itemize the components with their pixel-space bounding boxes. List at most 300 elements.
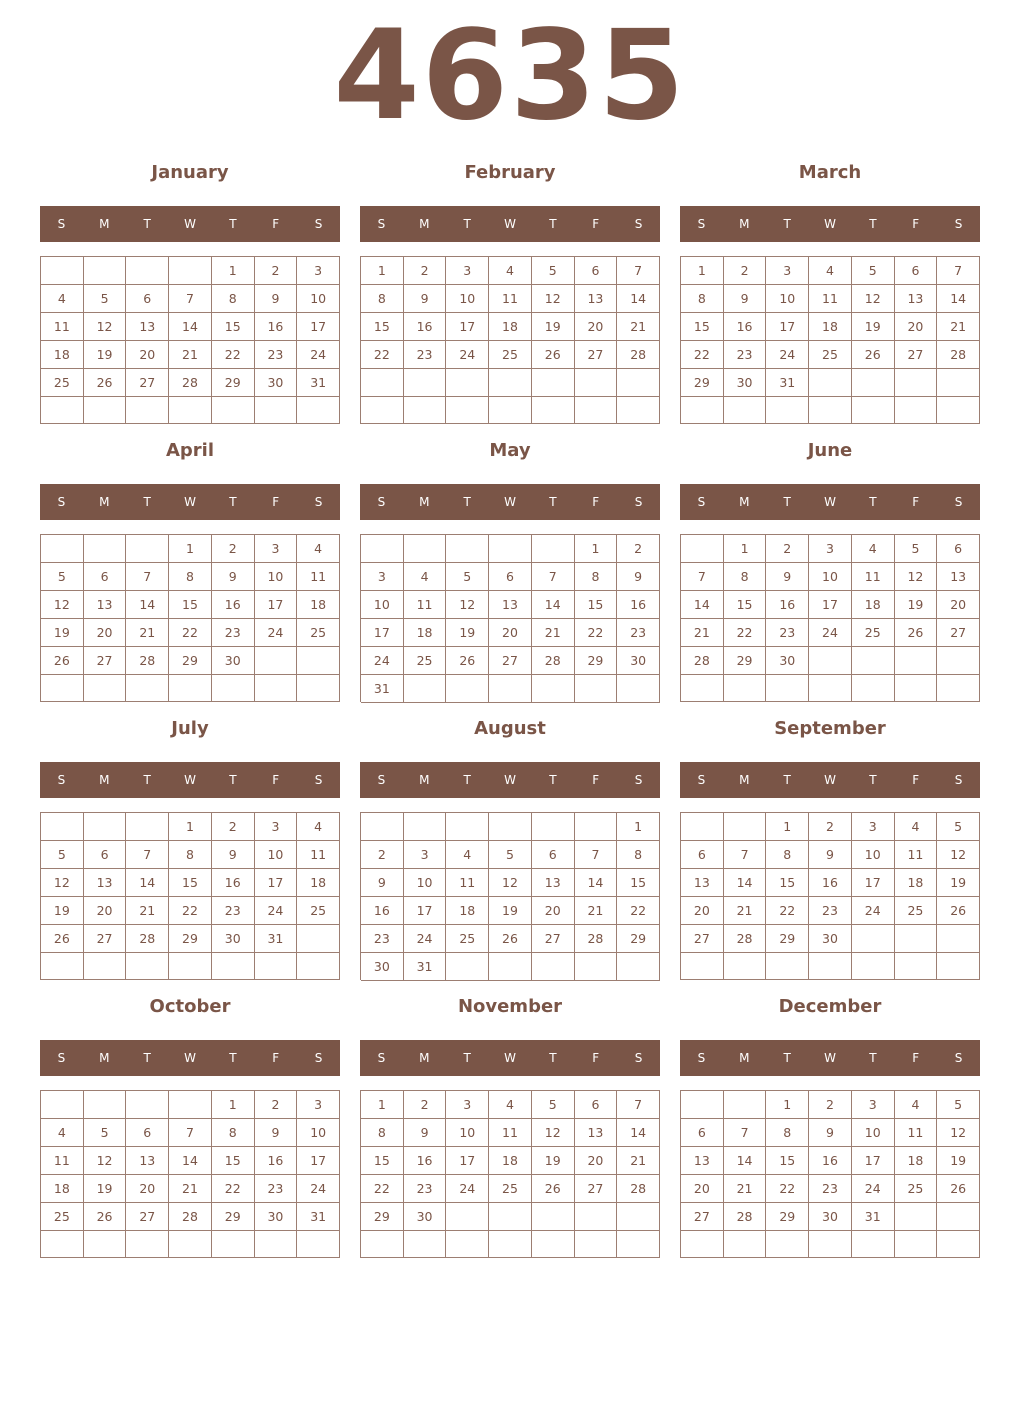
day-cell[interactable]: 14 bbox=[532, 591, 575, 619]
day-cell[interactable]: 23 bbox=[404, 1175, 447, 1203]
day-cell[interactable]: 20 bbox=[126, 1175, 169, 1203]
day-cell[interactable]: 14 bbox=[169, 313, 212, 341]
day-cell[interactable]: 6 bbox=[532, 841, 575, 869]
day-cell[interactable]: 29 bbox=[766, 1203, 809, 1231]
day-cell[interactable]: 2 bbox=[404, 1091, 447, 1119]
day-cell[interactable]: 23 bbox=[766, 619, 809, 647]
day-cell[interactable]: 11 bbox=[852, 563, 895, 591]
day-cell[interactable]: 1 bbox=[724, 535, 767, 563]
day-cell[interactable]: 22 bbox=[169, 619, 212, 647]
day-cell[interactable]: 1 bbox=[766, 1091, 809, 1119]
day-cell[interactable]: 26 bbox=[895, 619, 938, 647]
day-cell[interactable]: 15 bbox=[361, 313, 404, 341]
day-cell[interactable]: 22 bbox=[681, 341, 724, 369]
day-cell[interactable]: 29 bbox=[575, 647, 618, 675]
day-cell[interactable]: 2 bbox=[766, 535, 809, 563]
day-cell[interactable]: 2 bbox=[212, 535, 255, 563]
day-cell[interactable]: 10 bbox=[361, 591, 404, 619]
day-cell[interactable]: 6 bbox=[895, 257, 938, 285]
day-cell[interactable]: 28 bbox=[724, 1203, 767, 1231]
day-cell[interactable]: 7 bbox=[937, 257, 980, 285]
day-cell[interactable]: 9 bbox=[361, 869, 404, 897]
day-cell[interactable]: 24 bbox=[766, 341, 809, 369]
day-cell[interactable]: 18 bbox=[489, 313, 532, 341]
day-cell[interactable]: 3 bbox=[297, 1091, 340, 1119]
day-cell[interactable]: 29 bbox=[681, 369, 724, 397]
day-cell[interactable]: 12 bbox=[895, 563, 938, 591]
day-cell[interactable]: 26 bbox=[446, 647, 489, 675]
day-cell[interactable]: 19 bbox=[41, 619, 84, 647]
day-cell[interactable]: 27 bbox=[84, 647, 127, 675]
day-cell[interactable]: 10 bbox=[404, 869, 447, 897]
day-cell[interactable]: 1 bbox=[212, 257, 255, 285]
day-cell[interactable]: 15 bbox=[361, 1147, 404, 1175]
day-cell[interactable]: 9 bbox=[724, 285, 767, 313]
day-cell[interactable]: 15 bbox=[169, 869, 212, 897]
day-cell[interactable]: 30 bbox=[617, 647, 660, 675]
day-cell[interactable]: 26 bbox=[852, 341, 895, 369]
day-cell[interactable]: 23 bbox=[617, 619, 660, 647]
day-cell[interactable]: 31 bbox=[404, 953, 447, 981]
day-cell[interactable]: 3 bbox=[404, 841, 447, 869]
day-cell[interactable]: 22 bbox=[766, 897, 809, 925]
day-cell[interactable]: 3 bbox=[446, 257, 489, 285]
day-cell[interactable]: 1 bbox=[361, 257, 404, 285]
day-cell[interactable]: 10 bbox=[255, 841, 298, 869]
day-cell[interactable]: 24 bbox=[297, 1175, 340, 1203]
day-cell[interactable]: 13 bbox=[126, 1147, 169, 1175]
day-cell[interactable]: 7 bbox=[617, 257, 660, 285]
day-cell[interactable]: 29 bbox=[169, 647, 212, 675]
day-cell[interactable]: 30 bbox=[255, 369, 298, 397]
day-cell[interactable]: 8 bbox=[766, 1119, 809, 1147]
day-cell[interactable]: 6 bbox=[489, 563, 532, 591]
day-cell[interactable]: 23 bbox=[809, 897, 852, 925]
day-cell[interactable]: 29 bbox=[724, 647, 767, 675]
day-cell[interactable]: 28 bbox=[532, 647, 575, 675]
day-cell[interactable]: 11 bbox=[41, 313, 84, 341]
day-cell[interactable]: 7 bbox=[681, 563, 724, 591]
day-cell[interactable]: 19 bbox=[84, 1175, 127, 1203]
day-cell[interactable]: 28 bbox=[724, 925, 767, 953]
day-cell[interactable]: 16 bbox=[404, 313, 447, 341]
day-cell[interactable]: 19 bbox=[489, 897, 532, 925]
day-cell[interactable]: 24 bbox=[404, 925, 447, 953]
day-cell[interactable]: 6 bbox=[84, 841, 127, 869]
day-cell[interactable]: 23 bbox=[724, 341, 767, 369]
day-cell[interactable]: 9 bbox=[212, 563, 255, 591]
day-cell[interactable]: 24 bbox=[852, 897, 895, 925]
day-cell[interactable]: 16 bbox=[255, 1147, 298, 1175]
day-cell[interactable]: 22 bbox=[212, 1175, 255, 1203]
day-cell[interactable]: 2 bbox=[255, 1091, 298, 1119]
day-cell[interactable]: 5 bbox=[937, 813, 980, 841]
day-cell[interactable]: 10 bbox=[852, 841, 895, 869]
day-cell[interactable]: 30 bbox=[361, 953, 404, 981]
day-cell[interactable]: 6 bbox=[681, 841, 724, 869]
day-cell[interactable]: 12 bbox=[489, 869, 532, 897]
day-cell[interactable]: 4 bbox=[809, 257, 852, 285]
day-cell[interactable]: 16 bbox=[361, 897, 404, 925]
day-cell[interactable]: 11 bbox=[895, 1119, 938, 1147]
day-cell[interactable]: 6 bbox=[681, 1119, 724, 1147]
day-cell[interactable]: 2 bbox=[724, 257, 767, 285]
day-cell[interactable]: 30 bbox=[404, 1203, 447, 1231]
day-cell[interactable]: 10 bbox=[297, 1119, 340, 1147]
day-cell[interactable]: 20 bbox=[84, 897, 127, 925]
day-cell[interactable]: 1 bbox=[766, 813, 809, 841]
day-cell[interactable]: 8 bbox=[617, 841, 660, 869]
day-cell[interactable]: 23 bbox=[361, 925, 404, 953]
day-cell[interactable]: 27 bbox=[575, 1175, 618, 1203]
day-cell[interactable]: 18 bbox=[297, 869, 340, 897]
day-cell[interactable]: 22 bbox=[724, 619, 767, 647]
day-cell[interactable]: 9 bbox=[809, 1119, 852, 1147]
day-cell[interactable]: 27 bbox=[126, 369, 169, 397]
day-cell[interactable]: 17 bbox=[809, 591, 852, 619]
day-cell[interactable]: 8 bbox=[575, 563, 618, 591]
day-cell[interactable]: 12 bbox=[937, 1119, 980, 1147]
day-cell[interactable]: 9 bbox=[404, 1119, 447, 1147]
day-cell[interactable]: 17 bbox=[255, 869, 298, 897]
day-cell[interactable]: 17 bbox=[255, 591, 298, 619]
day-cell[interactable]: 11 bbox=[297, 841, 340, 869]
day-cell[interactable]: 13 bbox=[575, 1119, 618, 1147]
day-cell[interactable]: 22 bbox=[766, 1175, 809, 1203]
day-cell[interactable]: 9 bbox=[809, 841, 852, 869]
day-cell[interactable]: 13 bbox=[895, 285, 938, 313]
day-cell[interactable]: 25 bbox=[41, 1203, 84, 1231]
day-cell[interactable]: 20 bbox=[84, 619, 127, 647]
day-cell[interactable]: 9 bbox=[212, 841, 255, 869]
day-cell[interactable]: 28 bbox=[617, 1175, 660, 1203]
day-cell[interactable]: 16 bbox=[212, 869, 255, 897]
day-cell[interactable]: 13 bbox=[84, 869, 127, 897]
day-cell[interactable]: 15 bbox=[617, 869, 660, 897]
day-cell[interactable]: 9 bbox=[766, 563, 809, 591]
day-cell[interactable]: 14 bbox=[937, 285, 980, 313]
day-cell[interactable]: 30 bbox=[255, 1203, 298, 1231]
day-cell[interactable]: 17 bbox=[297, 1147, 340, 1175]
day-cell[interactable]: 14 bbox=[169, 1147, 212, 1175]
day-cell[interactable]: 25 bbox=[489, 341, 532, 369]
day-cell[interactable]: 30 bbox=[766, 647, 809, 675]
day-cell[interactable]: 3 bbox=[809, 535, 852, 563]
day-cell[interactable]: 24 bbox=[255, 619, 298, 647]
day-cell[interactable]: 22 bbox=[212, 341, 255, 369]
day-cell[interactable]: 1 bbox=[681, 257, 724, 285]
day-cell[interactable]: 15 bbox=[212, 1147, 255, 1175]
day-cell[interactable]: 4 bbox=[895, 813, 938, 841]
day-cell[interactable]: 10 bbox=[809, 563, 852, 591]
day-cell[interactable]: 18 bbox=[297, 591, 340, 619]
day-cell[interactable]: 4 bbox=[41, 285, 84, 313]
day-cell[interactable]: 25 bbox=[895, 1175, 938, 1203]
day-cell[interactable]: 1 bbox=[361, 1091, 404, 1119]
day-cell[interactable]: 10 bbox=[852, 1119, 895, 1147]
day-cell[interactable]: 26 bbox=[532, 341, 575, 369]
day-cell[interactable]: 6 bbox=[937, 535, 980, 563]
day-cell[interactable]: 29 bbox=[212, 369, 255, 397]
day-cell[interactable]: 1 bbox=[617, 813, 660, 841]
day-cell[interactable]: 16 bbox=[617, 591, 660, 619]
day-cell[interactable]: 25 bbox=[809, 341, 852, 369]
day-cell[interactable]: 30 bbox=[809, 925, 852, 953]
day-cell[interactable]: 7 bbox=[532, 563, 575, 591]
day-cell[interactable]: 20 bbox=[937, 591, 980, 619]
day-cell[interactable]: 5 bbox=[489, 841, 532, 869]
day-cell[interactable]: 4 bbox=[297, 535, 340, 563]
day-cell[interactable]: 15 bbox=[766, 1147, 809, 1175]
day-cell[interactable]: 16 bbox=[212, 591, 255, 619]
day-cell[interactable]: 13 bbox=[84, 591, 127, 619]
day-cell[interactable]: 3 bbox=[766, 257, 809, 285]
day-cell[interactable]: 17 bbox=[446, 1147, 489, 1175]
day-cell[interactable]: 15 bbox=[212, 313, 255, 341]
day-cell[interactable]: 17 bbox=[361, 619, 404, 647]
day-cell[interactable]: 9 bbox=[404, 285, 447, 313]
day-cell[interactable]: 22 bbox=[361, 341, 404, 369]
day-cell[interactable]: 25 bbox=[489, 1175, 532, 1203]
day-cell[interactable]: 31 bbox=[361, 675, 404, 703]
day-cell[interactable]: 17 bbox=[852, 869, 895, 897]
day-cell[interactable]: 5 bbox=[532, 257, 575, 285]
day-cell[interactable]: 30 bbox=[724, 369, 767, 397]
day-cell[interactable]: 14 bbox=[617, 1119, 660, 1147]
day-cell[interactable]: 7 bbox=[724, 1119, 767, 1147]
day-cell[interactable]: 20 bbox=[532, 897, 575, 925]
day-cell[interactable]: 19 bbox=[937, 869, 980, 897]
day-cell[interactable]: 18 bbox=[446, 897, 489, 925]
day-cell[interactable]: 8 bbox=[766, 841, 809, 869]
day-cell[interactable]: 2 bbox=[361, 841, 404, 869]
day-cell[interactable]: 28 bbox=[169, 1203, 212, 1231]
day-cell[interactable]: 1 bbox=[169, 813, 212, 841]
day-cell[interactable]: 25 bbox=[41, 369, 84, 397]
day-cell[interactable]: 8 bbox=[361, 1119, 404, 1147]
day-cell[interactable]: 4 bbox=[895, 1091, 938, 1119]
day-cell[interactable]: 23 bbox=[255, 341, 298, 369]
day-cell[interactable]: 14 bbox=[724, 1147, 767, 1175]
day-cell[interactable]: 5 bbox=[41, 563, 84, 591]
day-cell[interactable]: 19 bbox=[84, 341, 127, 369]
day-cell[interactable]: 12 bbox=[446, 591, 489, 619]
day-cell[interactable]: 7 bbox=[169, 285, 212, 313]
day-cell[interactable]: 7 bbox=[575, 841, 618, 869]
day-cell[interactable]: 18 bbox=[895, 869, 938, 897]
day-cell[interactable]: 18 bbox=[41, 341, 84, 369]
day-cell[interactable]: 27 bbox=[489, 647, 532, 675]
day-cell[interactable]: 12 bbox=[84, 313, 127, 341]
day-cell[interactable]: 5 bbox=[895, 535, 938, 563]
day-cell[interactable]: 22 bbox=[361, 1175, 404, 1203]
day-cell[interactable]: 11 bbox=[895, 841, 938, 869]
day-cell[interactable]: 1 bbox=[169, 535, 212, 563]
day-cell[interactable]: 31 bbox=[852, 1203, 895, 1231]
day-cell[interactable]: 2 bbox=[212, 813, 255, 841]
day-cell[interactable]: 19 bbox=[532, 313, 575, 341]
day-cell[interactable]: 25 bbox=[297, 619, 340, 647]
day-cell[interactable]: 25 bbox=[446, 925, 489, 953]
day-cell[interactable]: 18 bbox=[41, 1175, 84, 1203]
day-cell[interactable]: 19 bbox=[895, 591, 938, 619]
day-cell[interactable]: 16 bbox=[809, 869, 852, 897]
day-cell[interactable]: 20 bbox=[575, 1147, 618, 1175]
day-cell[interactable]: 8 bbox=[361, 285, 404, 313]
day-cell[interactable]: 7 bbox=[724, 841, 767, 869]
day-cell[interactable]: 7 bbox=[126, 841, 169, 869]
day-cell[interactable]: 6 bbox=[575, 257, 618, 285]
day-cell[interactable]: 24 bbox=[809, 619, 852, 647]
day-cell[interactable]: 19 bbox=[532, 1147, 575, 1175]
day-cell[interactable]: 29 bbox=[766, 925, 809, 953]
day-cell[interactable]: 5 bbox=[84, 285, 127, 313]
day-cell[interactable]: 17 bbox=[766, 313, 809, 341]
day-cell[interactable]: 8 bbox=[169, 563, 212, 591]
day-cell[interactable]: 9 bbox=[255, 1119, 298, 1147]
day-cell[interactable]: 21 bbox=[724, 897, 767, 925]
day-cell[interactable]: 24 bbox=[446, 341, 489, 369]
day-cell[interactable]: 4 bbox=[41, 1119, 84, 1147]
day-cell[interactable]: 26 bbox=[41, 925, 84, 953]
day-cell[interactable]: 12 bbox=[41, 869, 84, 897]
day-cell[interactable]: 27 bbox=[84, 925, 127, 953]
day-cell[interactable]: 25 bbox=[852, 619, 895, 647]
day-cell[interactable]: 26 bbox=[489, 925, 532, 953]
day-cell[interactable]: 22 bbox=[617, 897, 660, 925]
day-cell[interactable]: 9 bbox=[617, 563, 660, 591]
day-cell[interactable]: 12 bbox=[937, 841, 980, 869]
day-cell[interactable]: 13 bbox=[575, 285, 618, 313]
day-cell[interactable]: 10 bbox=[297, 285, 340, 313]
day-cell[interactable]: 25 bbox=[404, 647, 447, 675]
day-cell[interactable]: 5 bbox=[937, 1091, 980, 1119]
day-cell[interactable]: 20 bbox=[681, 897, 724, 925]
day-cell[interactable]: 7 bbox=[617, 1091, 660, 1119]
day-cell[interactable]: 16 bbox=[809, 1147, 852, 1175]
day-cell[interactable]: 11 bbox=[489, 285, 532, 313]
day-cell[interactable]: 5 bbox=[41, 841, 84, 869]
day-cell[interactable]: 2 bbox=[255, 257, 298, 285]
day-cell[interactable]: 26 bbox=[532, 1175, 575, 1203]
day-cell[interactable]: 26 bbox=[41, 647, 84, 675]
day-cell[interactable]: 14 bbox=[617, 285, 660, 313]
day-cell[interactable]: 22 bbox=[169, 897, 212, 925]
day-cell[interactable]: 20 bbox=[575, 313, 618, 341]
day-cell[interactable]: 21 bbox=[617, 1147, 660, 1175]
day-cell[interactable]: 12 bbox=[852, 285, 895, 313]
day-cell[interactable]: 21 bbox=[937, 313, 980, 341]
day-cell[interactable]: 24 bbox=[361, 647, 404, 675]
day-cell[interactable]: 31 bbox=[255, 925, 298, 953]
day-cell[interactable]: 19 bbox=[852, 313, 895, 341]
day-cell[interactable]: 25 bbox=[895, 897, 938, 925]
day-cell[interactable]: 14 bbox=[126, 869, 169, 897]
day-cell[interactable]: 28 bbox=[681, 647, 724, 675]
day-cell[interactable]: 21 bbox=[169, 341, 212, 369]
day-cell[interactable]: 4 bbox=[489, 257, 532, 285]
day-cell[interactable]: 12 bbox=[41, 591, 84, 619]
day-cell[interactable]: 17 bbox=[404, 897, 447, 925]
day-cell[interactable]: 4 bbox=[852, 535, 895, 563]
day-cell[interactable]: 20 bbox=[126, 341, 169, 369]
day-cell[interactable]: 8 bbox=[681, 285, 724, 313]
day-cell[interactable]: 14 bbox=[724, 869, 767, 897]
day-cell[interactable]: 3 bbox=[297, 257, 340, 285]
day-cell[interactable]: 17 bbox=[446, 313, 489, 341]
day-cell[interactable]: 20 bbox=[681, 1175, 724, 1203]
day-cell[interactable]: 28 bbox=[617, 341, 660, 369]
day-cell[interactable]: 11 bbox=[297, 563, 340, 591]
day-cell[interactable]: 11 bbox=[446, 869, 489, 897]
day-cell[interactable]: 1 bbox=[575, 535, 618, 563]
day-cell[interactable]: 15 bbox=[766, 869, 809, 897]
day-cell[interactable]: 6 bbox=[84, 563, 127, 591]
day-cell[interactable]: 26 bbox=[937, 1175, 980, 1203]
day-cell[interactable]: 26 bbox=[84, 1203, 127, 1231]
day-cell[interactable]: 11 bbox=[489, 1119, 532, 1147]
day-cell[interactable]: 21 bbox=[126, 619, 169, 647]
day-cell[interactable]: 16 bbox=[766, 591, 809, 619]
day-cell[interactable]: 6 bbox=[126, 285, 169, 313]
day-cell[interactable]: 22 bbox=[575, 619, 618, 647]
day-cell[interactable]: 5 bbox=[446, 563, 489, 591]
day-cell[interactable]: 6 bbox=[126, 1119, 169, 1147]
day-cell[interactable]: 23 bbox=[404, 341, 447, 369]
day-cell[interactable]: 16 bbox=[404, 1147, 447, 1175]
day-cell[interactable]: 21 bbox=[617, 313, 660, 341]
day-cell[interactable]: 21 bbox=[724, 1175, 767, 1203]
day-cell[interactable]: 15 bbox=[169, 591, 212, 619]
day-cell[interactable]: 27 bbox=[575, 341, 618, 369]
day-cell[interactable]: 2 bbox=[809, 813, 852, 841]
day-cell[interactable]: 31 bbox=[297, 369, 340, 397]
day-cell[interactable]: 24 bbox=[852, 1175, 895, 1203]
day-cell[interactable]: 23 bbox=[212, 619, 255, 647]
day-cell[interactable]: 28 bbox=[937, 341, 980, 369]
day-cell[interactable]: 4 bbox=[446, 841, 489, 869]
day-cell[interactable]: 3 bbox=[446, 1091, 489, 1119]
day-cell[interactable]: 15 bbox=[575, 591, 618, 619]
day-cell[interactable]: 2 bbox=[404, 257, 447, 285]
day-cell[interactable]: 8 bbox=[169, 841, 212, 869]
day-cell[interactable]: 23 bbox=[809, 1175, 852, 1203]
day-cell[interactable]: 8 bbox=[212, 1119, 255, 1147]
day-cell[interactable]: 3 bbox=[255, 535, 298, 563]
day-cell[interactable]: 5 bbox=[852, 257, 895, 285]
day-cell[interactable]: 12 bbox=[532, 1119, 575, 1147]
day-cell[interactable]: 27 bbox=[532, 925, 575, 953]
day-cell[interactable]: 11 bbox=[809, 285, 852, 313]
day-cell[interactable]: 18 bbox=[852, 591, 895, 619]
day-cell[interactable]: 19 bbox=[446, 619, 489, 647]
day-cell[interactable]: 10 bbox=[766, 285, 809, 313]
day-cell[interactable]: 4 bbox=[297, 813, 340, 841]
day-cell[interactable]: 21 bbox=[532, 619, 575, 647]
day-cell[interactable]: 26 bbox=[937, 897, 980, 925]
day-cell[interactable]: 16 bbox=[255, 313, 298, 341]
day-cell[interactable]: 30 bbox=[212, 647, 255, 675]
day-cell[interactable]: 2 bbox=[617, 535, 660, 563]
day-cell[interactable]: 14 bbox=[681, 591, 724, 619]
day-cell[interactable]: 11 bbox=[41, 1147, 84, 1175]
day-cell[interactable]: 29 bbox=[617, 925, 660, 953]
day-cell[interactable]: 27 bbox=[681, 1203, 724, 1231]
day-cell[interactable]: 29 bbox=[169, 925, 212, 953]
day-cell[interactable]: 15 bbox=[681, 313, 724, 341]
day-cell[interactable]: 15 bbox=[724, 591, 767, 619]
day-cell[interactable]: 10 bbox=[446, 285, 489, 313]
